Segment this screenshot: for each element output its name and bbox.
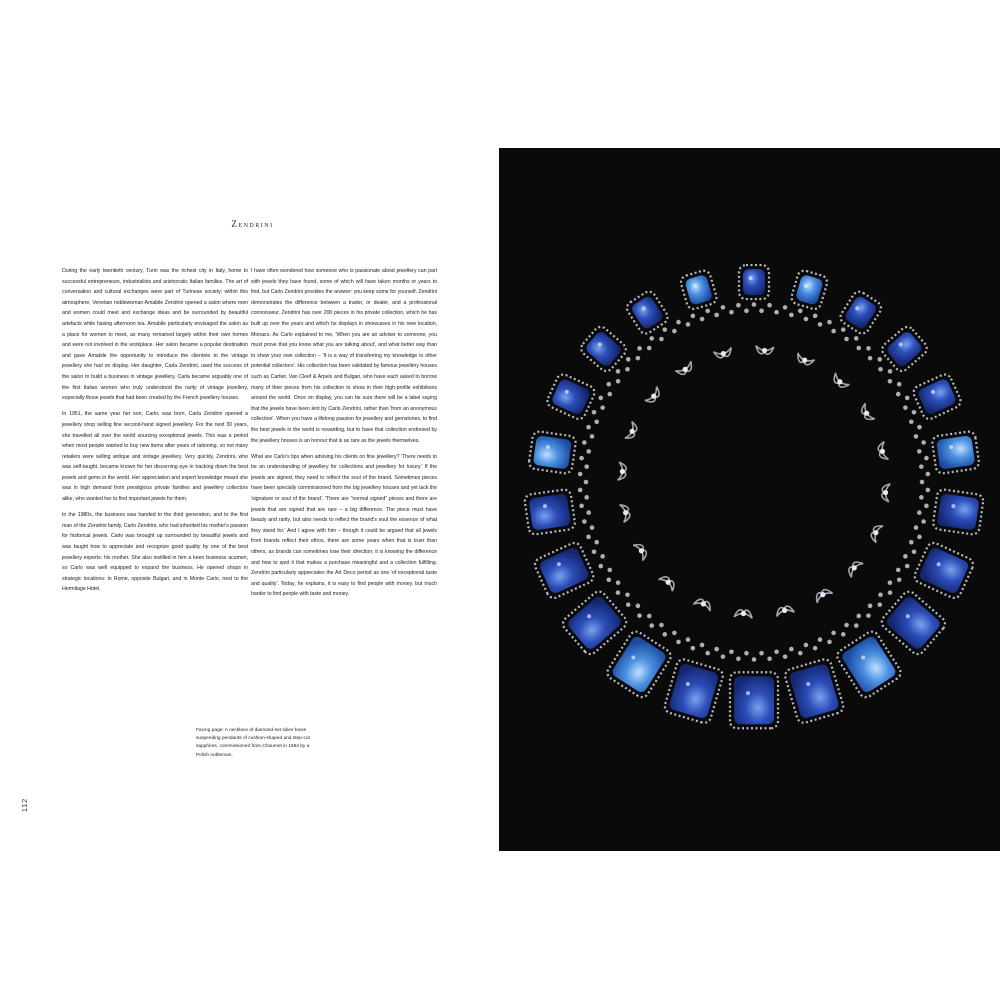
diamond-setting: [905, 396, 910, 401]
diamond-setting: [802, 358, 807, 363]
diamond-setting: [639, 548, 644, 553]
diamond-setting: [877, 602, 882, 607]
diamond-setting: [594, 540, 599, 545]
diamond-setting: [896, 392, 901, 397]
diamond-setting: [924, 456, 929, 461]
diamond-setting: [676, 640, 681, 645]
sapphire-highlight: [906, 614, 910, 618]
diamond-setting: [714, 647, 719, 652]
diamond-setting: [579, 504, 584, 509]
diamond-setting: [701, 601, 706, 606]
sapphire-highlight: [949, 445, 953, 449]
diamond-setting: [647, 614, 652, 619]
diamond-setting: [700, 317, 705, 322]
diamond-setting: [729, 310, 734, 315]
diamond-setting: [598, 564, 603, 569]
diamond-setting: [897, 382, 902, 387]
diamond-setting: [582, 519, 587, 524]
diamond-setting: [662, 327, 667, 332]
diamond-setting: [921, 519, 926, 524]
diamond-setting: [783, 654, 788, 659]
sapphire-pendant: [684, 274, 713, 306]
sapphire-pendant: [566, 594, 624, 651]
diamond-setting: [620, 469, 625, 474]
diamond-setting: [625, 367, 630, 372]
diamond-setting: [623, 510, 628, 515]
diamond-setting: [686, 322, 691, 327]
sapphire-highlight: [855, 306, 859, 310]
diamond-setting: [905, 564, 910, 569]
diamond-setting: [744, 651, 749, 656]
diamond-setting: [626, 357, 631, 362]
diamond-setting: [752, 657, 757, 662]
sapphire-highlight: [746, 691, 750, 695]
diamond-setting: [844, 623, 849, 628]
diamond-setting: [924, 504, 929, 509]
diamond-setting: [744, 309, 749, 314]
diamond-setting: [864, 411, 869, 416]
diamond-setting: [919, 464, 924, 469]
diamond-setting: [637, 613, 642, 618]
text-column-left: [62, 266, 248, 601]
diamond-setting: [831, 329, 836, 334]
sapphire-pendant: [937, 493, 980, 530]
sapphire-pendant: [528, 493, 571, 530]
diamond-setting: [813, 646, 818, 651]
diamond-setting: [578, 488, 583, 493]
diamond-setting: [789, 313, 794, 318]
diamond-setting: [837, 379, 842, 384]
diamond-setting: [705, 309, 710, 314]
diamond-setting: [878, 592, 883, 597]
diamond-setting: [616, 369, 621, 374]
diamond-setting: [637, 346, 642, 351]
diamond-setting: [888, 580, 893, 585]
diamond-setting: [909, 419, 914, 424]
sapphire-pendant: [840, 635, 897, 695]
diamond-setting: [917, 425, 922, 430]
diamond-setting: [926, 488, 931, 493]
diamond-setting: [582, 440, 587, 445]
sapphire-pendant: [743, 269, 765, 295]
diamond-setting: [759, 309, 764, 314]
paragraph: During the early twentieth century, Turin was the richest city in Italy, home to successful entrepreneurs, industrialists and aristocratic Italian families. The art of conversation and cultural exchanges were part of Turinese society; within this atmosphere, Venetian noblewoman Amabile Zendrini opened a salon where men and women could meet and exchange ideas and be surrounded by beautiful artefacts while having afternoon tea. Amabile particularly envisaged the salon as a place for women to meet, as many remained largely within their own homes and were not involved in the workplace. Her salon became a popular destination and gave Amabile the opportunity to introduce the clientele to the vintage jewellery she had on display. Her daughter, Carla Zendrini, used the success of the salon to build a business in vintage jewellery. Carla became arguably one of the first Italian women who truly understood the rarity of vintage jewellery, especially those jewels that had been created by the French jewellery houses.: [62, 268, 248, 402]
photo-caption: Facing page: A necklace of diamond-set silver bows suspending pendants of cushion-shaped and step-cut sapphires, commissioned from Chaumet in 1894 by a Polish nobleman.: [196, 728, 310, 758]
sapphire-pendant: [936, 435, 975, 469]
diamond-setting: [880, 449, 885, 454]
sapphire-highlight: [804, 284, 808, 288]
diamond-setting: [878, 367, 883, 372]
sapphire-highlight: [631, 655, 635, 659]
diamond-setting: [636, 356, 641, 361]
diamond-setting: [888, 369, 893, 374]
diamond-setting: [659, 337, 664, 342]
diamond-setting: [676, 320, 681, 325]
diamond-setting: [578, 472, 583, 477]
diamond-setting: [662, 632, 667, 637]
diamond-setting: [868, 356, 873, 361]
diamond-setting: [600, 405, 605, 410]
diamond-setting: [700, 643, 705, 648]
diamond-setting: [579, 456, 584, 461]
diamond-setting: [804, 317, 809, 322]
diamond-setting: [586, 425, 591, 430]
diamond-setting: [729, 650, 734, 655]
diamond-setting: [721, 351, 726, 356]
diamond-setting: [919, 495, 924, 500]
diamond-setting: [917, 449, 922, 454]
diamond-setting: [783, 305, 788, 310]
diamond-setting: [592, 410, 597, 415]
sapphire-pendant: [533, 435, 572, 469]
diamond-setting: [909, 540, 914, 545]
running-head: Zendrini: [231, 219, 274, 229]
diamond-setting: [804, 643, 809, 648]
text-column-right: [251, 266, 437, 606]
diamond-setting: [866, 613, 871, 618]
diamond-setting: [736, 656, 741, 661]
diamond-setting: [672, 631, 677, 636]
sapphire-highlight: [598, 343, 602, 347]
diamond-setting: [741, 611, 746, 616]
diamond-setting: [818, 637, 823, 642]
diamond-setting: [854, 623, 859, 628]
diamond-setting: [789, 647, 794, 652]
diamond-setting: [827, 640, 832, 645]
sapphire-highlight: [565, 390, 569, 394]
diamond-setting: [914, 434, 919, 439]
diamond-setting: [818, 322, 823, 327]
sapphire-highlight: [899, 343, 903, 347]
diamond-setting: [852, 565, 857, 570]
diamond-setting: [920, 480, 925, 485]
diamond-setting: [912, 410, 917, 415]
diamond-setting: [586, 510, 591, 515]
diamond-setting: [607, 568, 612, 573]
sapphire-highlight: [546, 445, 550, 449]
diamond-setting: [762, 348, 767, 353]
diamond-setting: [897, 577, 902, 582]
diamond-setting: [926, 472, 931, 477]
diamond-setting: [759, 651, 764, 656]
diamond-setting: [659, 623, 664, 628]
diamond-setting: [606, 577, 611, 582]
diamond-setting: [691, 646, 696, 651]
diamond-setting: [649, 623, 654, 628]
sapphire-pendant: [885, 594, 943, 651]
diamond-setting: [827, 320, 832, 325]
diamond-setting: [606, 382, 611, 387]
diamond-setting: [883, 490, 888, 495]
diamond-setting: [813, 314, 818, 319]
diamond-setting: [625, 592, 630, 597]
sapphire-pendant: [795, 274, 824, 306]
diamond-setting: [616, 379, 621, 384]
diamond-setting: [767, 303, 772, 308]
paragraph: In 1951, the same year her son, Carlo, was born, Carla Zendrini opened a jewellery shop selling fine second-hand signed jewellery. For the next 30 years, she travelled all over the world sourcing exceptional jewels. This was a period when most people wanted to buy new items after years of rationing, so not many retailers were selling antique and vintage jewellery. Very quickly, Zendrini, who was self-taught, became known for her discerning eye in tracking down the best jewels and gems in the world. Her appreciation and expert knowledge meant she was in high demand from prestigious private families and jewellery collectors alike, who wanted her to find important jewels for them.: [62, 411, 248, 503]
sapphire-highlight: [587, 614, 591, 618]
diamond-setting: [873, 530, 878, 535]
paragraph: I have often wondered how someone who is passionate about jewellery can part with jewels they have found, some of which will have taken months or years to find, but Carlo Zendrini provides the answer: you keep some for yourself. Zendrini demonstrates the difference between a trader, or dealer, and a professional connoisseur. Zendrini has over 200 pieces in his private collection, which he has built up over the years and which he displays in showcases in his new location, Monaco. As Carlo explained to me, 'When you are an adviser to someone, you must prove that you know what you are talking about', and what better way than to show your own collection – 'It is a way of transferring my knowledge to other potential collectors'. His collection has been validated by famous jewellery houses such as Cartier, Van Cleef & Arpels and Bulgari, who have each asked to borrow many of their pieces from his collection to show in their high-profile exhibitions around the world. Once on display, you can be sure there will be a label saying that the jewels have been lent by Carlo Zendrini, rather than 'from an anonymous collection'. When you have a lifelong passion for jewellery and gemstones, to find the best jewels in the world is rewarding, but to have that collection endorsed by the jewellery houses is an honour that is as rare as the jewels themselves.: [251, 268, 437, 444]
diamond-setting: [856, 614, 861, 619]
diamond-setting: [600, 554, 605, 559]
diamond-setting: [831, 631, 836, 636]
diamond-setting: [774, 650, 779, 655]
diamond-setting: [854, 336, 859, 341]
diamond-setting: [896, 568, 901, 573]
sapphire-highlight: [951, 504, 955, 508]
diamond-setting: [592, 549, 597, 554]
diamond-setting: [914, 525, 919, 530]
sapphire-highlight: [861, 655, 865, 659]
diamond-setting: [584, 495, 589, 500]
diamond-setting: [647, 346, 652, 351]
diamond-setting: [686, 637, 691, 642]
diamond-setting: [841, 632, 846, 637]
diamond-setting: [649, 336, 654, 341]
diamond-setting: [736, 303, 741, 308]
sapphire-highlight: [806, 682, 810, 686]
diamond-setting: [903, 554, 908, 559]
photo-page: [499, 148, 1000, 851]
diamond-setting: [586, 449, 591, 454]
diamond-setting: [586, 535, 591, 540]
diamond-setting: [921, 440, 926, 445]
diamond-setting: [590, 525, 595, 530]
diamond-setting: [888, 379, 893, 384]
sapphire-highlight: [557, 562, 561, 566]
sapphire-pendant: [610, 635, 667, 695]
diamond-setting: [798, 309, 803, 314]
sapphire-highlight: [937, 562, 941, 566]
diamond-setting: [636, 604, 641, 609]
paragraph: In the 1980s, the business was handed to the third generation, and to the first man of the Zendrini family, Carlo Zendrini, who had inherited his mother's passion for historical jewels. Carlo was brought up surrounded by beautiful jewels and was taught how to appreciate and recognize good quality by one of the best jewellery experts: his mother. She also instilled in him a keen business acumen, so Carlo was well equipped to expand the business. He opened shops in strategic locations: in Rome, opposite Bulgari, and in Monte Carlo, next to the Hermitage Hotel.: [62, 512, 248, 593]
sapphire-highlight: [749, 276, 753, 280]
diamond-setting: [590, 434, 595, 439]
sapphire-highlight: [642, 306, 646, 310]
diamond-setting: [752, 302, 757, 307]
diamond-setting: [841, 327, 846, 332]
diamond-setting: [912, 549, 917, 554]
diamond-setting: [917, 535, 922, 540]
diamond-setting: [903, 405, 908, 410]
diamond-setting: [705, 651, 710, 656]
diamond-setting: [877, 357, 882, 362]
sapphire-highlight: [693, 284, 697, 288]
sapphire-highlight: [931, 390, 935, 394]
diamond-setting: [721, 654, 726, 659]
sapphire-highlight: [686, 682, 690, 686]
diamond-setting: [721, 305, 726, 310]
diamond-setting: [856, 346, 861, 351]
necklace-photo: [499, 148, 1000, 851]
diamond-setting: [626, 602, 631, 607]
diamond-setting: [844, 337, 849, 342]
diamond-setting: [616, 580, 621, 585]
diamond-setting: [714, 313, 719, 318]
diamond-setting: [630, 429, 635, 434]
diamond-setting: [782, 608, 787, 613]
sapphire-pendant: [734, 676, 774, 724]
diamond-setting: [683, 367, 688, 372]
diamond-setting: [691, 314, 696, 319]
diamond-setting: [666, 580, 671, 585]
diamond-setting: [820, 592, 825, 597]
page-number: 112: [22, 797, 29, 812]
paragraph: What are Carlo's tips when advising his clients on fine jewellery? 'There needs to be an understanding of jewellery for collections and jewellery for luxury.' If the jewels are signed, they need to reflect the soul of the brand. Sometimes pieces have been specially commissioned from the big jewellery houses and yet lack the 'signature or soul of the brand'. 'There are "normal signed" pieces and there are jewels that are signed that are rare – a big difference. The piece must have beauty and rarity, but also needs to reflect the brand's soul the essence of what they stand for.' And I agree with him – though it could be argued that all jewels from brands reflect their ethos, there are some years when that is truer than others, as brands can sometimes lose their direction; it is knowing the difference and how to spot it that makes a purchase meaningful and a collection fulfilling. Zendrini particularly appreciates the Art Deco period as one 'of exceptional taste and quality'. Today, he explains, it is easy to find people with money, but much harder to find people with taste and money.: [251, 453, 437, 598]
diamond-setting: [607, 392, 612, 397]
diamond-setting: [888, 590, 893, 595]
diamond-setting: [584, 464, 589, 469]
diamond-setting: [616, 590, 621, 595]
diamond-setting: [868, 604, 873, 609]
diamond-setting: [598, 396, 603, 401]
diamond-setting: [594, 419, 599, 424]
diamond-setting: [798, 651, 803, 656]
diamond-setting: [651, 394, 656, 399]
diamond-setting: [672, 329, 677, 334]
diamond-setting: [584, 480, 589, 485]
diamond-setting: [767, 656, 772, 661]
sapphire-highlight: [543, 504, 547, 508]
diamond-setting: [774, 310, 779, 315]
diamond-setting: [866, 346, 871, 351]
diamond-setting: [917, 510, 922, 515]
